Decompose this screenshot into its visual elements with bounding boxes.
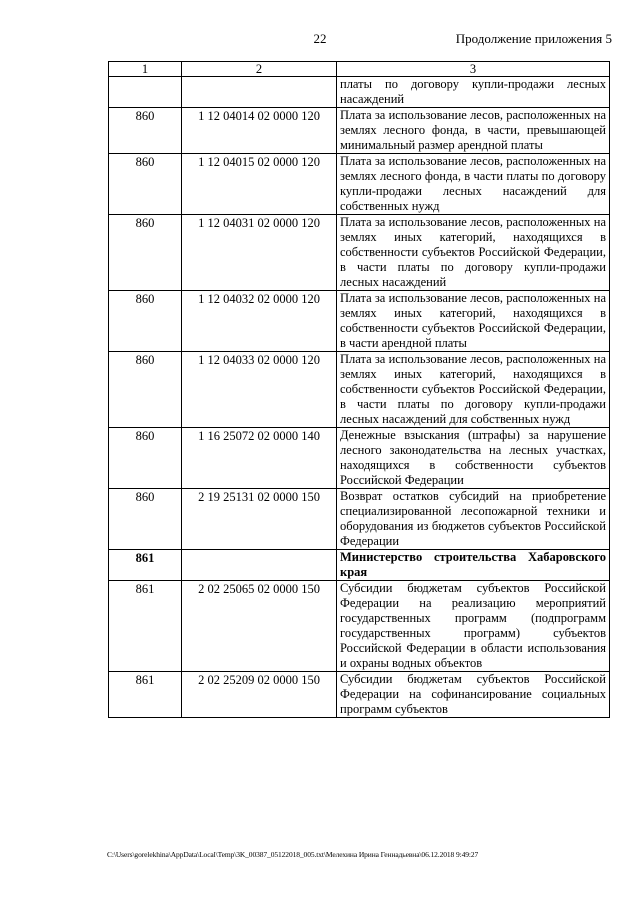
table-row (109, 352, 610, 428)
budget-code-cell: 2 02 25209 02 0000 150 (182, 672, 337, 718)
description-cell: Плата за использование лесов, расположенных на землях иных категорий, находящихся в собственности субъектов Российской Федерации, в части арендной платы (337, 291, 610, 352)
page-number: 22 (313, 31, 327, 46)
table-row (109, 489, 610, 550)
admin-code-cell: 860 (109, 215, 182, 291)
budget-code-cell (182, 77, 337, 108)
description-cell: Плата за использование лесов, расположенных на землях иных категорий, находящихся в собственности субъектов Российской Федерации, в части платы по договору купли-продажи лесных насаждений для собственных нужд (337, 352, 610, 428)
budget-code-cell: 1 12 04033 02 0000 120 (182, 352, 337, 428)
table-row (109, 672, 610, 718)
column-header-1: 1 (109, 62, 182, 77)
description-cell: Плата за использование лесов, расположенных на землях иных категорий, находящихся в собственности субъектов Российской Федерации, в части платы по договору купли-продажи лесных насаждений (337, 215, 610, 291)
table-header-row (109, 62, 610, 77)
description-cell: Министерство строительства Хабаровского края (337, 550, 610, 581)
table-row (109, 291, 610, 352)
budget-code-cell: 1 12 04015 02 0000 120 (182, 154, 337, 215)
table-row (109, 154, 610, 215)
column-header-3: 3 (337, 62, 610, 77)
admin-code-cell: 860 (109, 108, 182, 154)
revenue-codes-table (108, 61, 610, 718)
description-cell: Денежные взыскания (штрафы) за нарушение лесного законодательства на лесных участках, находящихся в собственности субъектов Российской Федерации (337, 428, 610, 489)
column-header-2: 2 (182, 62, 337, 77)
admin-code-cell: 861 (109, 550, 182, 581)
table-row (109, 550, 610, 581)
admin-code-cell: 860 (109, 154, 182, 215)
budget-code-cell: 2 19 25131 02 0000 150 (182, 489, 337, 550)
table-row (109, 428, 610, 489)
admin-code-cell: 860 (109, 291, 182, 352)
budget-code-cell: 1 12 04031 02 0000 120 (182, 215, 337, 291)
continuation-title: Продолжение приложения 5 (455, 31, 612, 46)
table-row (109, 77, 610, 108)
admin-code-cell (109, 77, 182, 108)
budget-code-cell (182, 550, 337, 581)
table-row (109, 581, 610, 672)
budget-code-cell: 1 12 04032 02 0000 120 (182, 291, 337, 352)
admin-code-cell: 861 (109, 581, 182, 672)
description-cell: Субсидии бюджетам субъектов Российской Федерации на софинансирование социальных программ субъектов (337, 672, 610, 718)
description-cell: Возврат остатков субсидий на приобретение специализированной лесопожарной техники и оборудования из бюджетов субъектов Российской Федерации (337, 489, 610, 550)
description-cell: платы по договору купли-продажи лесных насаждений (337, 77, 610, 108)
description-cell: Плата за использование лесов, расположенных на землях лесного фонда, в части, превышающей минимальный размер арендной платы (337, 108, 610, 154)
budget-code-cell: 1 12 04014 02 0000 120 (182, 108, 337, 154)
admin-code-cell: 860 (109, 352, 182, 428)
description-cell: Субсидии бюджетам субъектов Российской Федерации на реализацию мероприятий государственных программ (подпрограмм государственных программ) субъектов Российской Федерации в области использования и охраны водных объектов (337, 581, 610, 672)
admin-code-cell: 860 (109, 489, 182, 550)
table-row (109, 215, 610, 291)
file-path-footer: C:\Users\gorelekhina\AppData\Local\Temp\3K_00387_05122018_005.txt\Мелехина Ирина Геннадьевна\06.12.2018 9:49:27 (107, 850, 479, 859)
budget-code-cell: 2 02 25065 02 0000 150 (182, 581, 337, 672)
admin-code-cell: 861 (109, 672, 182, 718)
budget-code-cell: 1 16 25072 02 0000 140 (182, 428, 337, 489)
description-cell: Плата за использование лесов, расположенных на землях лесного фонда, в части платы по договору купли-продажи лесных насаждений для собственных нужд (337, 154, 610, 215)
admin-code-cell: 860 (109, 428, 182, 489)
table-row (109, 108, 610, 154)
